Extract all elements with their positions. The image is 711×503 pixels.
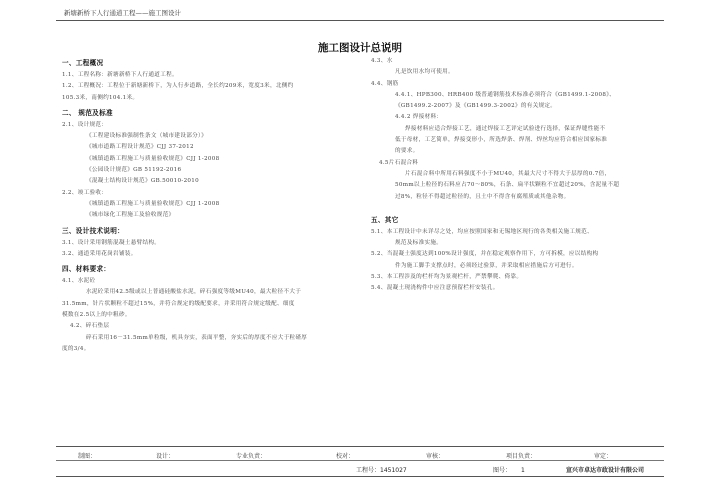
spacer — [371, 203, 661, 211]
company-name: 宣兴市卓达市政设计有限公司 — [566, 467, 645, 474]
body-text-line: 的要求。 — [395, 148, 419, 155]
drawing-number — [493, 465, 525, 474]
body-text-line: 《公园设计规范》GB 51192-2016 — [86, 167, 182, 174]
document-title: 施工图设计总说明 — [318, 42, 402, 54]
right-column — [371, 56, 661, 295]
body-text-line: 2.1、设计规范： — [62, 121, 108, 128]
body-text-line: 4.1、水泥砼 — [62, 278, 96, 285]
body-text-line: 5.2、当混凝土强度达到100%设计强度，并在稳定观察作用下，方可拆模，应以结构构 — [371, 251, 599, 258]
section-heading: 五、其它 — [371, 215, 399, 224]
body-text-line: 件为施工脚手支撑点时，必须经过验算，并采取相应措施后方可进行。 — [395, 262, 578, 269]
body-text-line: 《工程建设标准强制性条文（城市建设部分）》 — [86, 133, 207, 140]
signature-label-project-lead: 项目负责： — [506, 453, 537, 460]
header-project-title: 新塘新桥下人行通道工程——施工图设计 — [64, 9, 181, 17]
body-text-line: 《城市道路工程设计规范》CJJ 37-2012 — [86, 144, 194, 151]
body-text-line: 5.1、本工程设计中未详尽之处，均应按照国家和无锡地区现行的各类相关施工规范、 — [371, 228, 593, 235]
section-heading: 一、工程概况 — [62, 59, 104, 67]
body-text-line: 片石混合料中所用石料强度不小于MU40，其最大尺寸不得大于层厚的0.7倍， — [405, 170, 611, 177]
section-heading: 四、材料要求： — [62, 265, 111, 274]
body-text-line: 4.5片石混合料 — [379, 159, 419, 166]
body-text-line: 《GB1499.2-2007》及《GB1499.3-2002》的有关规定。 — [395, 103, 557, 110]
body-text-line: 5.3、本工程涉及的栏杆均为景观栏杆，严禁攀爬、倚靠。 — [371, 274, 523, 281]
body-text-line: 105.3米，南侧约104.1米。 — [62, 94, 139, 101]
left-column — [62, 54, 362, 355]
body-text-line: 3.1、设计采用钢筋混凝土悬臂结构。 — [62, 239, 161, 246]
body-text-line: 4.2、碎石垫层 — [70, 323, 110, 330]
body-text-line: 凡是饮用水均可使用。 — [395, 69, 454, 76]
header-divider — [56, 20, 664, 21]
project-number-value: 1451027 — [380, 467, 407, 474]
body-text-line: 低于母材，工艺简单，焊接变形小，所选焊条、焊剂、焊丝均应符合相应国家标准 — [395, 137, 608, 144]
body-text-line: 3.2、通道采用花岗岩铺装。 — [62, 250, 137, 257]
footer-middle-rule — [56, 460, 664, 461]
body-text-line: 4.4.1、HPB300、HRB400 级普通钢筋技术标准必须符合《GB1499.1-2008》、 — [395, 91, 616, 98]
body-text-line: 规范及标准实施。 — [395, 240, 443, 247]
body-text-line: 4.4、钢筋 — [371, 80, 399, 87]
signature-label-checker: 校对： — [336, 453, 355, 460]
signature-label-approver: 审定： — [594, 453, 613, 460]
body-text-line: 过8%，粒径不得超过粒径的，且土中不得含有腐殖质或其他杂物。 — [395, 193, 570, 200]
drawing-sheet — [56, 0, 664, 503]
body-text-line: 2.2、竣工验收： — [62, 189, 108, 196]
body-text-line: 水泥砼采用42.5级或以上普通硅酸盐水泥，碎石强度等级MU40，最大粒径不大于 — [86, 289, 302, 296]
body-text-line: 度的3/4。 — [62, 345, 90, 352]
footer-bottom-rule — [56, 476, 664, 477]
body-text-line: 4.3、水 — [371, 58, 393, 64]
section-heading: 二、 规范及标准 — [62, 108, 113, 117]
body-text-line: 31.5mm，针片状颗粒不超过15%，并符合规定的级配要求，并采用符合规定级配、细度 — [62, 300, 295, 307]
footer-top-rule — [56, 446, 664, 447]
body-text-line: 4.4.2 焊接材料： — [395, 114, 443, 121]
signature-label-reviewer: 审核： — [426, 453, 445, 460]
body-text-line: 1.2、工程概况：工程位于新塘新桥下，为人行步道路，全长约209米，宽度3米，北侧约 — [62, 83, 294, 90]
drawing-number-label: 图号： — [493, 467, 512, 474]
body-text-line: 模数在2.5以上的中粗砂。 — [62, 312, 131, 319]
project-number-label: 工程号： — [356, 467, 381, 474]
signature-label-discipline-lead: 专业负责： — [236, 453, 267, 460]
drawing-number-value: 1 — [521, 467, 525, 474]
section-heading: 三、设计技术说明： — [62, 226, 125, 235]
body-text-line: 《混凝土结构设计规范》GB.50010-2010 — [86, 178, 200, 185]
body-text-line: 1.1、工程名称：新塘新桥下人行通道工程。 — [62, 72, 178, 78]
body-text-line: 50mm以上粒径的石料应占70～80%，石条、扁平状颗粒不宜超过20%，含泥量不超 — [395, 182, 620, 189]
body-text-line: 5.4、混凝土现浇构件中应注意预留栏杆安装孔。 — [371, 285, 499, 292]
signature-label-drafter: 制图： — [78, 453, 97, 460]
body-text-line: 《城镇道路工程施工与质量验收规范》CJJ 1-2008 — [86, 155, 220, 162]
body-text-line: 《城市绿化工程施工及验收规范》 — [86, 212, 175, 219]
project-number — [356, 465, 407, 474]
body-text-line: 焊接材料应适合焊接工艺，通过焊接工艺评定试验进行选择，保证焊缝性能不 — [405, 125, 606, 132]
body-text-line: 碎石采用16－31.5mm单粒级，机具夯实，表面平整，夯实后的厚度不应大于粒碴厚 — [86, 334, 308, 341]
body-text-line: 《城镇道路工程施工与质量验收规范》CJJ 1-2008 — [86, 200, 220, 207]
signature-label-designer: 设计： — [156, 453, 175, 460]
